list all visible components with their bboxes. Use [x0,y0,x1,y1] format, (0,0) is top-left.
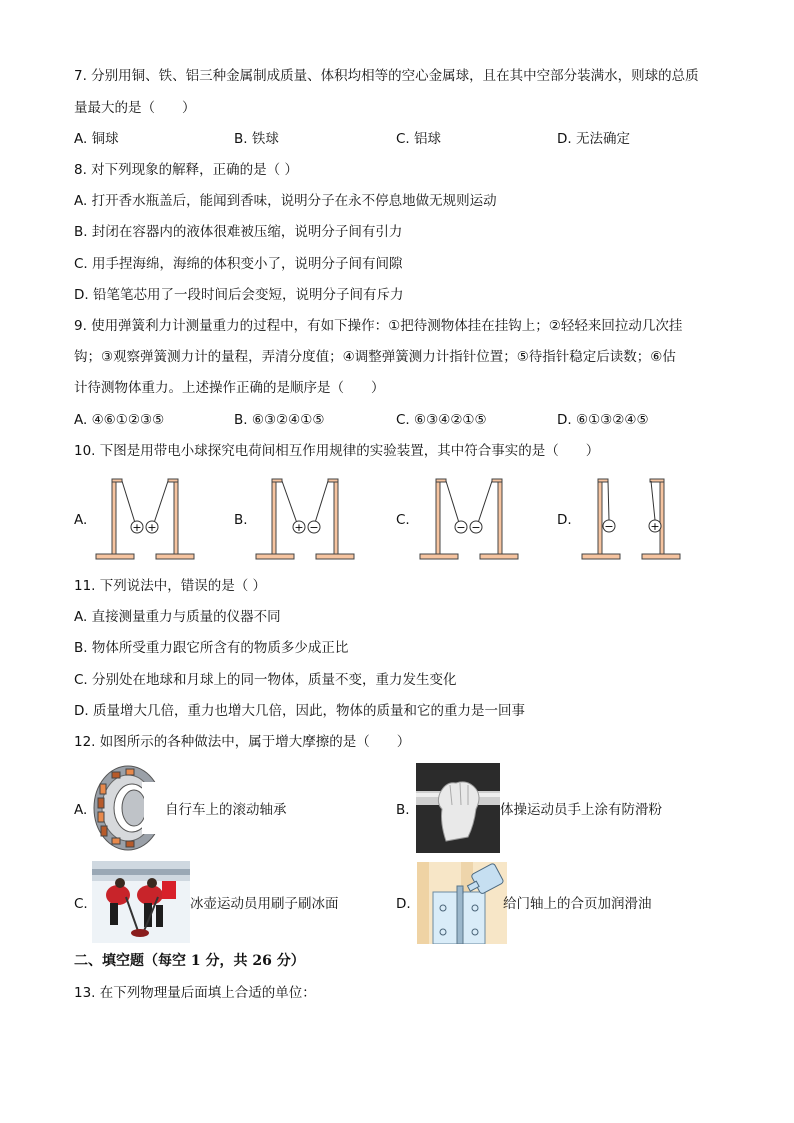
q10-figure-b-label: B. [234,512,248,528]
q12-d-label: D. [396,896,411,912]
thread-right [477,481,492,526]
charge-left: − [604,520,614,533]
stand-arm-right [650,479,664,482]
thread-right [651,481,655,520]
charge-left: + [132,521,142,534]
q11-option-c: C. 分别处在地球和月球上的同一物体，质量不变，重力发生变化 [74,672,457,688]
q12-stem: 12. 如图所示的各种做法中，属于增大摩擦的是（ ） [74,734,411,750]
thread-left [446,481,460,526]
stand-pole-left [272,479,276,557]
stand-arm-right [168,479,178,482]
q8-option-a: A. 打开香水瓶盖后，能闻到香味，说明分子在永不停息地做无规则运动 [74,193,497,209]
q10-figure-c [418,476,522,562]
q9-stem-line1: 9. 使用弹簧利力计测量重力的过程中，有如下操作：①把待测物体挂在挂钩上；②轻轻来回拉动几次挂 [74,318,683,334]
thread-right [314,481,328,526]
stand-base-right [480,554,518,559]
stand-base-left [420,554,458,559]
stand-arm-right [492,479,502,482]
q11-option-a: A. 直接测量重力与质量的仪器不同 [74,609,281,625]
q11-option-d: D. 质量增大几倍，重力也增大几倍，因此，物体的质量和它的重力是一回事 [74,703,525,719]
stand-arm-left [272,479,282,482]
stand-pole-left [598,479,602,557]
q10-figure-d [580,476,684,562]
charge-right: + [147,521,157,534]
stand-pole-left [112,479,116,557]
q9-stem-line2: 钩；③观察弹簧测力计的量程，弄清分度值；④调整弹簧测力计指针位置；⑤待指针稳定后读数；⑥估 [74,349,676,365]
q10-figure-b [254,476,358,562]
stand-pole-left [436,479,440,557]
q10-figure-a [94,476,198,562]
stand-arm-right [328,479,338,482]
q12-c-caption: 冰壶运动员用刷子刷冰面 [190,896,339,912]
q7-option-d: D. 无法确定 [557,131,630,147]
q13-stem: 13. 在下列物理量后面填上合适的单位： [74,985,316,1001]
q7-option-b: B. 铁球 [234,131,279,147]
q12-d-caption: 给门轴上的合页加润滑油 [503,896,652,912]
q8-option-c: C. 用手捏海绵，海绵的体积变小了，说明分子间有间隙 [74,256,403,272]
q10-figure-d-label: D. [557,512,572,528]
q10-figure-c-label: C. [396,512,410,528]
thread-right [153,481,168,526]
q7-option-c: C. 铝球 [396,131,442,147]
q8-option-b: B. 封闭在容器内的液体很难被压缩，说明分子间有引力 [74,224,403,240]
stand-base-right [316,554,354,559]
charge-right: + [650,520,660,533]
charge-left: − [456,521,466,534]
q10-figure-a-label: A. [74,512,88,528]
stand-pole-right [174,479,178,557]
stand-base-left [96,554,134,559]
stand-pole-right [498,479,502,557]
q11-option-b: B. 物体所受重力跟它所含有的物质多少成正比 [74,640,349,656]
q9-option-c: C. ⑥③④②①⑤ [396,412,487,428]
q7-option-a: A. 铜球 [74,131,119,147]
charge-left: + [294,521,304,534]
thread-left [608,481,609,520]
stand-pole-right [334,479,338,557]
stand-base-left [582,554,620,559]
q9-option-d: D. ⑥①③②④⑤ [557,412,649,428]
charge-right: − [471,521,481,534]
q12-b-label: B. [396,802,410,818]
q11-stem: 11. 下列说法中，错误的是（ ） [74,578,267,594]
q12-a-label: A. [74,802,88,818]
stand-base-left [256,554,294,559]
gymnast-hand-image [416,763,500,853]
q8-stem: 8. 对下列现象的解释，正确的是（ ） [74,162,298,178]
q9-stem-line3: 计待测物体重力。上述操作正确的是顺序是（ ） [74,380,385,396]
q7-stem-line2: 量最大的是（ ） [74,100,196,116]
curling-image [92,861,190,943]
q9-option-a: A. ④⑥①②③⑤ [74,412,165,428]
q8-option-d: D. 铅笔笔芯用了一段时间后会变短，说明分子间有斥力 [74,287,404,303]
door-hinge-image [417,862,507,944]
q10-stem: 10. 下图是用带电小球探究电荷间相互作用规律的实验装置，其中符合事实的是（ ） [74,443,600,459]
q12-b-caption: 体操运动员手上涂有防滑粉 [500,802,662,818]
stand-arm-left [112,479,122,482]
section-title: 二、填空题（每空 1 分，共 26 分） [74,953,305,969]
stand-pole-right [660,479,664,557]
q7-stem-line1: 7. 分别用铜、铁、铝三种金属制成质量、体积均相等的空心金属球，且在其中空部分装满水，则球的总质 [74,68,699,84]
bearing-image [92,764,166,852]
thread-left [122,481,136,526]
stand-base-right [156,554,194,559]
stand-base-right [642,554,680,559]
stand-arm-left [598,479,608,482]
stand-arm-left [436,479,446,482]
charge-right: − [309,521,319,534]
q9-option-b: B. ⑥③②④①⑤ [234,412,325,428]
q12-c-label: C. [74,896,88,912]
thread-left [282,481,298,526]
q12-a-caption: 自行车上的滚动轴承 [165,802,287,818]
